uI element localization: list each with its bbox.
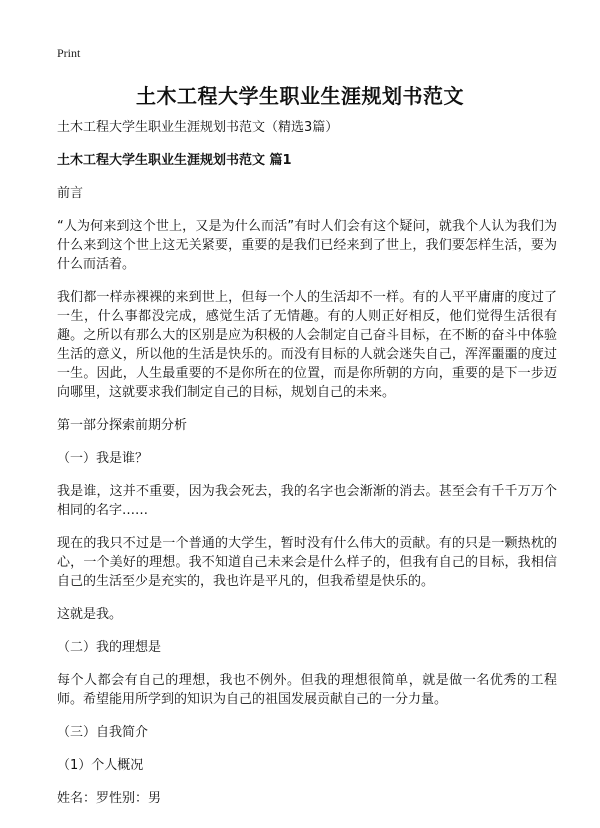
print-label: Print: [57, 46, 81, 60]
paragraph-who-am-i: 我是谁，这并不重要，因为我会死去，我的名字也会渐渐的消去。甚至会有千千万万个相同的名字……: [57, 484, 557, 518]
subsection-my-ideal: （二）我的理想是: [57, 640, 162, 655]
paragraph-life-goals: 我们都一样赤裸裸的来到世上，但每一个人的生活却不一样。有的人平平庸庸的度过了一生，什么事都没完成，感觉生活了无情趣。有的人则正好相反，他们觉得生活很有趣。之所以有那么大的区别是应为积极的人会制定自己奋斗目标，在不断的奋斗中体验生活的意义，所以他的生活是快乐的。而没有目标的人就会迷失自己，浑浑噩噩的度过一生。因此，人生最重要的不是你所在的位置，而是你所朝的方向，重要的是下一步迈向哪里，这就要求我们制定自己的目标，规划自己的未来。: [57, 290, 557, 400]
part-one-heading: 第一部分探索前期分析: [57, 418, 188, 433]
paragraph-current-self: 现在的我只不过是一个普通的大学生，暂时没有什么伟大的贡献。有的只是一颗热枕的心，一个美好的理想。我不知道自己未来会是什么样子的，但我有自己的目标，我相信自己的生活至少是充实的，我也许是平凡的，但我希望是快乐的。: [57, 536, 557, 589]
subsection-who-am-i: （一）我是谁？: [57, 451, 149, 466]
paragraph-name-gender: 姓名：罗性别：男: [57, 791, 162, 806]
section-heading: 土木工程大学生职业生涯规划书范文 篇1: [57, 153, 292, 168]
subsection-personal-overview: （1）个人概况: [57, 758, 144, 773]
document-title: 土木工程大学生职业生涯规划书范文: [136, 84, 464, 108]
document-body: [57, 118, 557, 822]
document-subtitle: 土木工程大学生职业生涯规划书范文（精选3篇）: [57, 120, 339, 135]
paragraph-this-is-me: 这就是我。: [57, 607, 123, 622]
paragraph-preface-label: 前言: [57, 186, 84, 201]
paragraph-preface: “人为何来到这个世上，又是为什么而活”有时人们会有这个疑问，就我个人认为我们为什么来到这个世上这无关紧要，重要的是我们已经来到了世上，我们要怎样生活，要为什么而活着。: [57, 219, 557, 272]
paragraph-my-ideal: 每个人都会有自己的理想，我也不例外。但我的理想很简单，就是做一名优秀的工程师。希望能用所学到的知识为自己的祖国发展贡献自己的一分力量。: [57, 673, 557, 707]
subsection-self-intro: （三）自我简介: [57, 725, 149, 740]
